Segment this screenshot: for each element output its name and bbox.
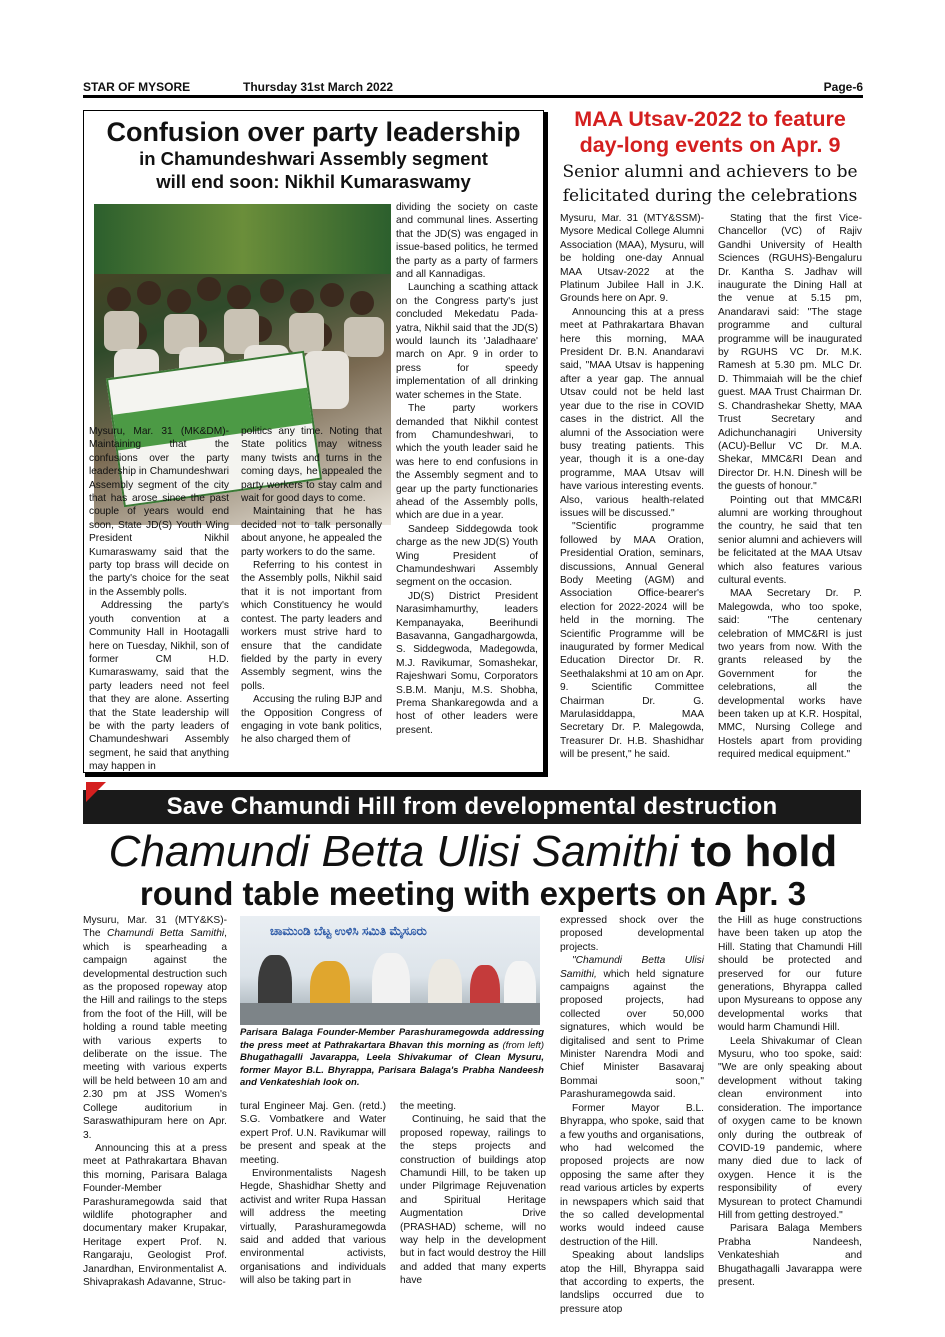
story-chamundi-caption: Parisara Balaga Founder-Member Parashuramegowda addressing the press meet at Pathrakartara Bhavan this morning as (from left) Bhugathagalli Javarappa, Leela Shivakumar of Clean Mysuru, former Mayor B.L. Bhyrappa, Parisara Balaga's Prabha Nandeesh and Venkateshiah look on. — [240, 1027, 544, 1089]
story-chamundi-col-5 — [718, 914, 862, 1289]
story-chamundi-col-1 — [83, 914, 227, 1289]
paragraph: Continuing, he said that the proposed ropeway, railings to the steps projects and construction of buildings atop Chamundi Hill, to be taken up under Pilgrimage Rejuvenation and Spiritual Heritage Augmentation Drive (PRASHAD) scheme, will no way help in the development but in fact would destroy the Hill and added that many experts have — [400, 1114, 546, 1287]
page-number: Page-6 — [823, 80, 863, 94]
paragraph: the Hill as huge constructions have been taken up atop the Hill. Stating that Chamundi Hill should be protected and preserved for our future generations, Bhyrappa called upon Mysureans to oppose any developmental works that would harm Chamundi Hill. — [718, 915, 862, 1034]
paragraph: Leela Shivakumar of Clean Mysuru, who too spoke, said: "We are only speaking about development without taking clean environment into consideration. The importance of oxygen came to be known only during the outbreak of COVID-19 pandemic, where many died due to lack of oxygen. Hence it is the responsibility of every Mysurean to protect Chamundi Hill from getting destroyed." — [718, 1035, 862, 1221]
story-nikhil-col-2 — [241, 425, 382, 747]
headline-bold-part: to hold — [690, 827, 838, 876]
story-maa-col-1 — [560, 212, 704, 762]
paragraph: Mysuru, Mar. 31 (MK&DM)- Maintaining that the confusions over the party leadership in Chamundeshwari Assembly segment of the city that has arose since the past couple of years would end soon, State JD(S) Youth Wing President Nikhil Kumaraswamy said that the party top brass will decide on the party's choice for the seat in the Assembly polls. — [89, 426, 229, 598]
paragraph: tural Engineer Maj. Gen. (retd.) S.G. Vombatkere and Water expert Prof. U.N. Ravikumar will be present and speak at the meeting. — [240, 1101, 386, 1166]
story-nikhil-heading — [84, 117, 543, 193]
photo-banner-text: ಚಾಮುಂಡಿ ಬೆಟ್ಟ ಉಳಿಸಿ ಸಮಿತಿ ಮೈಸೂರು — [270, 924, 427, 938]
newspaper-name: STAR OF MYSORE — [83, 80, 191, 94]
paragraph: "Scientific programme followed by MAA Oration, Presidential Oration, seminars, discussions, Annual General Body Meeting (AGM) and Association Office-bearer's election for 2022-2024 will be held in the morning. The Scientific Programme will be inaugurated by former Medical Education Director Dr. R. Seethalakshmi at 10 am on Apr. 9. Scientific Committee Chairman Dr. G. Marulasiddappa, MAA Secretary Dr. P. Malegowda, Treasurer Dr. H.B. Shashidhar will be present," he said. — [560, 521, 704, 761]
paragraph: JD(S) District President Narasimhamurthy, leaders Kempanayaka, Beerihundi Basavanna, Gangadhargowda, S. Siddegwoda, Madegowda, M.J. Ravikumar, Somashekar, Rajeshwari Somu, Corporators S.B.M. Manju, M.S. Shobha, Prema Shankaregowda and a host of other leaders were present. — [396, 590, 538, 736]
story-chamundi-headline-line2: round table meeting with experts on Apr. 3 — [139, 875, 807, 912]
paragraph: Stating that the first Vice-Chancellor (VC) of Rajiv Gandhi University of Health Sciences (RGUHS)-Bengaluru Dr. Kantha S. Jadhav will inaugurate the Dining Hall at the venue at 5.15 pm, Anandaravi said: "The stage programme and cultural programme will be inaugurated by RGUHS VC Dr. M.K. Ramesh at 5.30 pm. MLC Dr. D. Thimmaiah will be the chief guest. MAA Trust Chairman Dr. S. Chandrashekar Shetty, MAA Trust Secretary and Adichunchanagiri University (ACU)-Bellur VC Dr. M.A. Shekar, MMC&RI Dean and Director Dr. H.N. Dinesh will be the guests of honour." — [718, 213, 862, 493]
paragraph: Mysuru, Mar. 31 (MTY&KS)- The Chamundi Betta Samithi, which is spearheading a campaign against the developmental destruction such as the proposed ropeway atop the Hill and railings to the steps from the foot of the Hill, will be holding a round table meeting with various experts to deliberate on the issue. The meeting with various experts will be held between 10 am and 2.30 pm at JSS Women's College auditorium in Saraswathipuram here on Apr. 3. — [83, 915, 227, 1141]
story-chamundi-col-3 — [400, 1100, 546, 1288]
paragraph: Referring to his contest in the Assembly polls, Nikhil said that it is not important from which Constituency he would contest. The party leaders and workers must strive hard to ensure that the candidate fielded by the party in every Assembly segment, wins the polls. — [241, 560, 382, 692]
paragraph: Environmentalists Nagesh Hegde, Shashidhar Shetty and activist and writer Rupa Hassan will address the meeting virtually, Parashuramegowda said and added that various environmental activists, organisations and individuals will also be taking part in — [240, 1168, 386, 1287]
paragraph: MAA Secretary Dr. P. Malegowda, who too spoke, said: "The centenary celebration of MMC&RI is just two years from now. With the grants released by the Government for the celebrations, all the developmental works have been taken up at K.R. Hospital, MMC, Nursing College and Hostels apart from providing required medical equipment." — [718, 588, 862, 761]
paragraph: Speaking about landslips atop the Hill, Bhyrappa said that according to experts, the landslips occurred due to pressure atop — [560, 1250, 704, 1315]
paragraph: expressed shock over the proposed developmental projects. — [560, 915, 704, 953]
story-nikhil-col-3 — [396, 201, 538, 737]
kicker-accent-triangle — [86, 782, 106, 802]
paragraph: Accusing the ruling BJP and the Opposition Congress of engaging in vote bank politics, he also charged them of — [241, 694, 382, 746]
paragraph: Maintaining that he has decided not to talk personally about anyone, he appealed the party workers to do the same. — [241, 506, 382, 558]
story-nikhil-subhead: in Chamundeshwari Assembly segment will end soon: Nikhil Kumaraswamy — [139, 148, 488, 192]
story-chamundi-kicker: Save Chamundi Hill from developmental destruction — [83, 790, 861, 824]
paragraph: Pointing out that MMC&RI alumni are working throughout the country, he said that ten senior alumni and achievers will be felicitated at the MAA Utsav which also features various cultural events. — [718, 494, 862, 586]
paragraph: Parisara Balaga Members Prabha Nandeesh, Venkateshiah and Bhugathagalli Javarappa were present. — [718, 1223, 862, 1288]
paragraph: Addressing the party's youth convention at a Community Hall in Hootagalli here on Tuesday, Nikhil, son of former CM H.D. Kumaraswamy, said that the party leaders need not feel that they are alone. Asserting that the State leadership will be with the party leaders of Chamundeshwari Assembly segment, he said that anything may happen in — [89, 600, 229, 773]
paragraph: politics any time. Noting that State politics may witness many twists and turns in the coming days, he appealed the party workers to stay calm and wait for good days to come. — [241, 426, 382, 505]
paragraph: The party workers demanded that Nikhil contest from Chamundeshwari, to which the youth leader said he was here to end confusions in the Assembly segment and to gear up the party functionaries ahead of the Assembly polls, which are due in a year. — [396, 403, 538, 522]
paragraph: Mysuru, Mar. 31 (MTY&SSM)- Mysore Medical College Alumni Association (MAA), Mysuru, will be holding one-day Annual MAA Utsav-2022 at the Platinum Jubilee Hall in J.K. Grounds here on Apr. 9. — [560, 213, 704, 305]
story-maa-col-2 — [718, 212, 862, 762]
story-nikhil-col-1 — [89, 425, 229, 774]
story-maa-subhead: Senior alumni and achievers to be felicitated during the celebrations — [562, 162, 858, 206]
paragraph: the meeting. — [400, 1101, 457, 1112]
story-nikhil-box — [83, 110, 544, 773]
story-maa-headline: MAA Utsav-2022 to feature day-long events on Apr. 9 — [574, 107, 846, 157]
paragraph: Former Mayor B.L. Bhyrappa, who spoke, said that a few youths and organisations, who had welcomed the proposed projects are now opposing the same after they read various articles by experts in newspapers which said that the so called developmental works would indeed cause destruction of the Hill. — [560, 1102, 704, 1248]
story-chamundi-headline — [83, 825, 863, 879]
paragraph: Sandeep Siddegowda took charge as the new JD(S) Youth Wing President of Chamundeshwari Assembly segment on the occasion. — [396, 523, 538, 589]
paragraph: "Chamundi Betta Ulisi Samithi, which held signature campaigns against the proposed projects, had collected over 50,000 signatures, which would be digitalised and sent to Prime Minister Narendra Modi and Chief Minister Basavaraj Bommai soon," Parashuramegowda said. — [560, 955, 704, 1101]
paragraph: Announcing this at a press meet at Pathrakartara Bhavan this morning, Parisara Balaga Founder-Member Parashuramegowda said that wildlife photographer and documentary maker Krupakar, Heritage expert Prof. N. Rangaraju, Geologist Prof. Janardhan, Environmentalist A. Shivaprakash Adavanne, Struc- — [83, 1142, 227, 1288]
headline-italic-part: Chamundi Betta Ulisi Samithi — [108, 827, 679, 876]
paragraph: dividing the society on caste and communal lines. Asserting that the JD(S) was engaged in issue-based politics, he termed the party as a party of farmers and all Kannadigas. — [396, 202, 538, 281]
paragraph: Launching a scathing attack on the Congress party's just concluded Mekedatu Pada- yatra, Nikhil said that the JD(S) would launch its 'Jaladhaare' march on Apr. 9 in order to press for speedy implementation of all drinking water schemes in the State. — [396, 282, 538, 401]
story-chamundi-photo — [240, 916, 540, 1025]
story-chamundi-col-4 — [560, 914, 704, 1316]
issue-date: Thursday 31st March 2022 — [243, 80, 394, 94]
story-nikhil-headline: Confusion over party leadership — [106, 117, 521, 147]
paragraph: Announcing this at a press meet at Pathrakartara Bhavan here this morning, MAA President Dr. B.N. Anandaravi said, "MAA Utsav is happening after a year gap. The annual Utsav could not be held last year due to the rise in COVID cases in the district. All the alumni of the Association were busy treating patients. This year, though it is a one-day programme, MAA Utsav will have various interesting events. Also, various health-related issues will be discussed." — [560, 306, 704, 519]
story-chamundi-col-2 — [240, 1100, 386, 1288]
masthead — [83, 80, 863, 98]
